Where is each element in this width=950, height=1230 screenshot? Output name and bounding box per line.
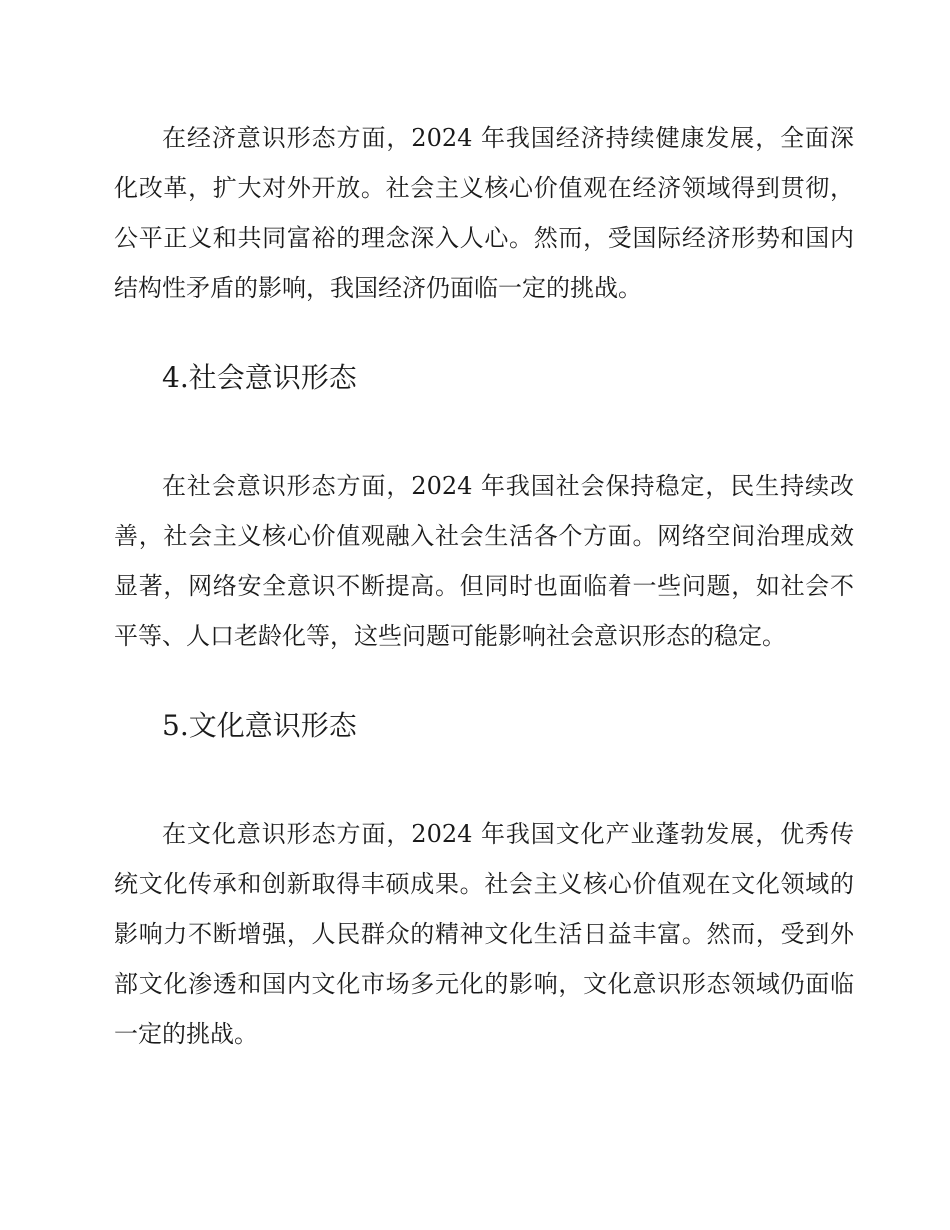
paragraph-social-ideology: 在社会意识形态方面，2024 年我国社会保持稳定，民生持续改善，社会主义核心价值观融入社会生活各个方面。网络空间治理成效显著，网络安全意识不断提高。但同时也面临着一些问题，如社会不平等、人口老龄化等，这些问题可能影响社会意识形态的稳定。 — [114, 472, 854, 650]
paragraph-cultural-ideology: 在文化意识形态方面，2024 年我国文化产业蓬勃发展，优秀传统文化传承和创新取得丰硕成果。社会主义核心价值观在文化领域的影响力不断增强，人民群众的精神文化生活日益丰富。然而，受到外部文化渗透和国内文化市场多元化的影响，文化意识形态领域仍面临一定的挑战。 — [114, 820, 854, 1048]
paragraph-economic-ideology: 在经济意识形态方面，2024 年我国经济持续健康发展，全面深化改革，扩大对外开放。社会主义核心价值观在经济领域得到贯彻，公平正义和共同富裕的理念深入人心。然而，受国际经济形势和国内结构性矛盾的影响，我国经济仍面临一定的挑战。 — [114, 124, 854, 302]
section-heading-social-ideology: 4.社会意识形态 — [162, 361, 357, 394]
section-heading-cultural-ideology: 5.文化意识形态 — [162, 709, 357, 742]
